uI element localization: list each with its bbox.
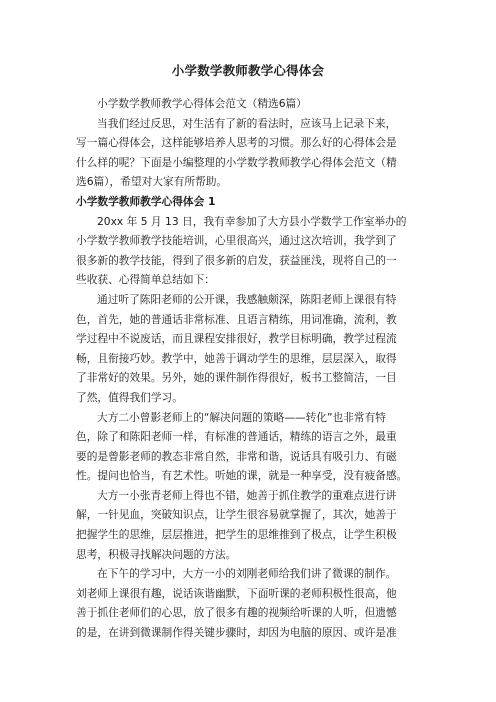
text-line: 善于抓住老师们的心思，放了很多有趣的视频给听课的人听，但遗憾	[76, 606, 397, 620]
document-title: 小学数学教师教学心得体会	[171, 63, 325, 78]
text-line: 性。提问也恰当，有艺术性。听她的课，就是一种享受，没有疲备感。	[76, 469, 408, 483]
text-line: 学过程中不说废话，而且课程安排很好，教学目标明确，教学过程流	[76, 332, 397, 346]
text-line: 什么样的呢？下面是小编整理的小学数学教师教学心得体会范文（精	[76, 155, 397, 169]
text-line: 20xx 年 5 月 13 日，我有幸参加了大方县小学数学工作室举办的	[97, 214, 407, 228]
text-line: 在下午的学习中，大方一小的刘刚老师给我们讲了微课的制作。	[97, 567, 397, 581]
text-line: 刘老师上课很有趣，说话诙谐幽默，下面听课的老师积极性很高，他	[76, 586, 397, 600]
text-line: 把握学生的思维，层层推进，把学生的思维推到了极点，让学生积极	[76, 528, 397, 542]
text-line: 些收获、心得简单总结如下：	[76, 273, 215, 287]
text-line: 当我们经过反思，对生活有了新的看法时，应该马上记录下来，	[97, 116, 397, 130]
text-line: 要的是曾影老师的教态非常自然，非常和谐，说话具有吸引力、有磁	[76, 449, 397, 463]
text-line: 色，除了和陈阳老师一样，有标准的普通话，精练的语言之外，最重	[76, 430, 397, 444]
text-line: 了非常好的效果。另外，她的课件制作得很好，板书工整简洁，一目	[76, 371, 397, 385]
text-line: 选6篇），希望对大家有所帮助。	[76, 175, 228, 189]
text-line: 小学数学教师教学技能培训，心里很高兴，通过这次培训，我学到了	[76, 234, 397, 248]
text-line: 小学数学教师教学心得体会范文（精选6篇）	[97, 97, 307, 110]
text-line: 通过听了陈阳老师的公开课，我感触颇深，陈阳老师上课很有特	[97, 292, 397, 306]
text-line: 畅，且衔接巧妙。教学中，她善于调动学生的思维，层层深入，取得	[76, 351, 397, 365]
text-line: 解，一针见血，突破知识点，让学生很容易就掌握了，其次，她善于	[76, 508, 397, 522]
section-heading: 小学数学教师教学心得体会 1	[76, 194, 216, 208]
document-body	[76, 94, 422, 643]
text-line: 的是，在讲到微课制作得关键步骤时，却因为电脑的原因、或许是准	[76, 626, 397, 640]
text-line: 很多新的教学技能，得到了很多新的启发，获益匪浅，现将自己的一	[76, 253, 397, 267]
text-line: 写一篇心得体会，这样能够培养人思考的习惯。那么好的心得体会是	[76, 136, 397, 150]
text-line: 色，首先，她的普通话非常标准、且语言精练，用词准确，流利，教	[76, 312, 397, 326]
text-line: 思考，积极寻找解决问题的方法。	[76, 547, 237, 561]
text-line: 大方二小曾影老师上的“解决问题的策略——转化”也非常有特	[97, 410, 386, 424]
text-line: 了然，值得我们学习。	[76, 390, 183, 404]
text-line: 大方一小张青老师上得也不错，她善于抓住教学的重难点进行讲	[97, 488, 397, 502]
